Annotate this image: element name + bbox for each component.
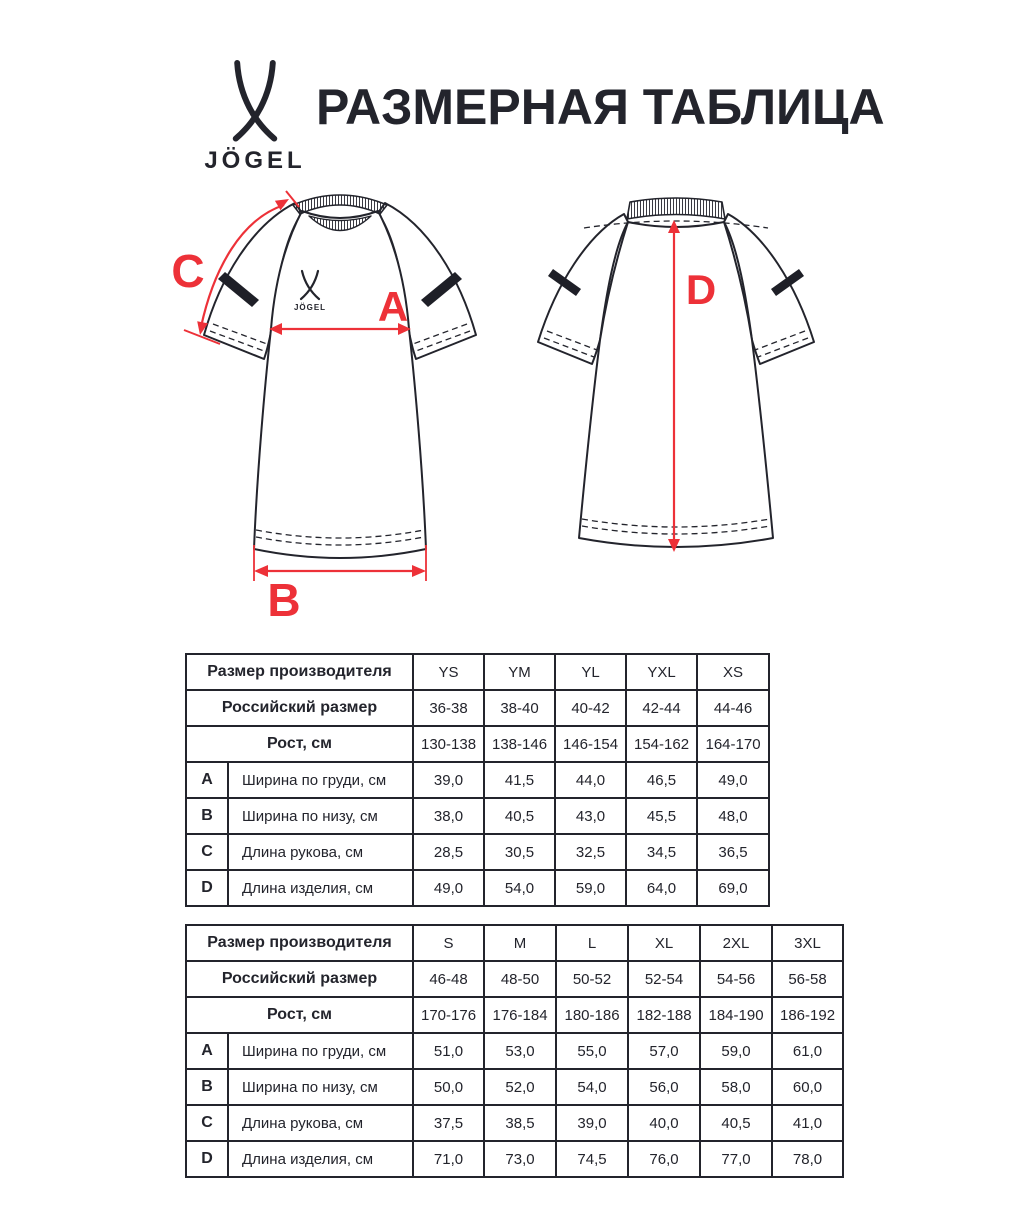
measure-value-cell: 56,0 [628,1069,700,1105]
measure-label: Длина изделия, см [228,1141,413,1177]
size-value-cell: YXL [626,654,697,690]
measure-value-cell: 78,0 [772,1141,843,1177]
measure-value-cell: 54,0 [484,870,555,906]
adult-size-table [185,924,844,1178]
measure-value-cell: 38,5 [484,1105,556,1141]
measure-value-cell: 36,5 [697,834,769,870]
size-value-cell: 54-56 [700,961,772,997]
measure-value-cell: 54,0 [556,1069,628,1105]
measure-value-cell: 53,0 [484,1033,556,1069]
measure-value-cell: 30,5 [484,834,555,870]
measure-row [186,1069,843,1105]
measure-value-cell: 46,5 [626,762,697,798]
size-value-cell: 44-46 [697,690,769,726]
size-header-row [186,997,843,1033]
measure-value-cell: 43,0 [555,798,626,834]
measure-row [186,1033,843,1069]
size-value-cell: 50-52 [556,961,628,997]
measure-value-cell: 76,0 [628,1141,700,1177]
measure-label: Ширина по груди, см [228,762,413,798]
measure-value-cell: 49,0 [413,870,484,906]
size-value-cell: YS [413,654,484,690]
page-title: РАЗМЕРНАЯ ТАБЛИЦА [316,79,885,135]
measure-label-c: C [171,245,205,297]
measure-row [186,798,769,834]
measure-letter: C [186,834,228,870]
brand-logo [194,60,316,175]
measure-label: Ширина по груди, см [228,1033,413,1069]
measure-value-cell: 61,0 [772,1033,843,1069]
measure-value-cell: 39,0 [556,1105,628,1141]
measure-letter: D [186,870,228,906]
size-value-cell: M [484,925,556,961]
size-value-cell: 46-48 [413,961,484,997]
measure-value-cell: 28,5 [413,834,484,870]
measure-label-a: A [377,283,409,330]
jogel-logo-icon [216,60,294,146]
size-value-cell: S [413,925,484,961]
size-value-cell: L [556,925,628,961]
size-header-row [186,925,843,961]
size-header-row [186,654,769,690]
size-value-cell: 170-176 [413,997,484,1033]
size-value-cell: 40-42 [555,690,626,726]
measure-value-cell: 60,0 [772,1069,843,1105]
size-value-cell: 164-170 [697,726,769,762]
size-value-cell: 56-58 [772,961,843,997]
size-value-cell: 186-192 [772,997,843,1033]
size-value-cell: 3XL [772,925,843,961]
measure-letter: B [186,1069,228,1105]
size-header-row [186,961,843,997]
size-value-cell: 42-44 [626,690,697,726]
measure-row [186,762,769,798]
measure-value-cell: 41,5 [484,762,555,798]
size-value-cell: 2XL [700,925,772,961]
measure-label: Длина рукова, см [228,1105,413,1141]
size-value-cell: 130-138 [413,726,484,762]
row-label: Российский размер [186,961,413,997]
measure-value-cell: 59,0 [555,870,626,906]
measure-value-cell: 40,0 [628,1105,700,1141]
row-label: Размер производителя [186,925,413,961]
measure-row [186,834,769,870]
measure-label: Длина рукова, см [228,834,413,870]
size-value-cell: 154-162 [626,726,697,762]
back-collar-band [627,198,725,219]
measure-value-cell: 57,0 [628,1033,700,1069]
row-label: Рост, см [186,726,413,762]
measure-value-cell: 73,0 [484,1141,556,1177]
measure-value-cell: 41,0 [772,1105,843,1141]
measure-value-cell: 40,5 [700,1105,772,1141]
measure-value-cell: 44,0 [555,762,626,798]
measure-value-cell: 74,5 [556,1141,628,1177]
measure-letter: A [186,762,228,798]
measure-row [186,870,769,906]
size-value-cell: YL [555,654,626,690]
size-value-cell: 182-188 [628,997,700,1033]
measure-label: Ширина по низу, см [228,798,413,834]
measure-label: Длина изделия, см [228,870,413,906]
size-header-row [186,690,769,726]
measure-value-cell: 58,0 [700,1069,772,1105]
row-label: Рост, см [186,997,413,1033]
measure-value-cell: 64,0 [626,870,697,906]
measure-value-cell: 52,0 [484,1069,556,1105]
measure-row [186,1105,843,1141]
size-value-cell: 38-40 [484,690,555,726]
size-value-cell: YM [484,654,555,690]
measure-row [186,1141,843,1177]
size-value-cell: 176-184 [484,997,556,1033]
measure-value-cell: 40,5 [484,798,555,834]
measure-value-cell: 51,0 [413,1033,484,1069]
measure-letter: B [186,798,228,834]
size-header-row [186,726,769,762]
row-label: Размер производителя [186,654,413,690]
measure-value-cell: 69,0 [697,870,769,906]
size-value-cell: 36-38 [413,690,484,726]
size-value-cell: XS [697,654,769,690]
size-value-cell: 138-146 [484,726,555,762]
measure-value-cell: 34,5 [626,834,697,870]
size-value-cell: XL [628,925,700,961]
measure-value-cell: 55,0 [556,1033,628,1069]
measure-value-cell: 38,0 [413,798,484,834]
measure-value-cell: 71,0 [413,1141,484,1177]
measure-letter: A [186,1033,228,1069]
measure-value-cell: 32,5 [555,834,626,870]
size-value-cell: 180-186 [556,997,628,1033]
size-value-cell: 48-50 [484,961,556,997]
size-value-cell: 52-54 [628,961,700,997]
shirt-back-diagram [516,192,836,592]
youth-size-table [185,653,770,907]
measure-value-cell: 39,0 [413,762,484,798]
measure-letter: D [186,1141,228,1177]
size-value-cell: 184-190 [700,997,772,1033]
size-value-cell: 146-154 [555,726,626,762]
measure-label-b: B [267,574,301,626]
measure-value-cell: 49,0 [697,762,769,798]
measure-value-cell: 45,5 [626,798,697,834]
measure-value-cell: 37,5 [413,1105,484,1141]
measure-letter: C [186,1105,228,1141]
measure-value-cell: 48,0 [697,798,769,834]
measure-label: Ширина по низу, см [228,1069,413,1105]
measure-value-cell: 77,0 [700,1141,772,1177]
row-label: Российский размер [186,690,413,726]
measure-label-d: D [685,266,717,313]
brand-logo-text: JÖGEL [204,147,306,174]
measure-value-cell: 59,0 [700,1033,772,1069]
front-collar-band [293,195,387,214]
shirt-front-diagram [160,183,520,633]
measure-value-cell: 50,0 [413,1069,484,1105]
chest-logo-text: JÖGEL [293,303,327,312]
